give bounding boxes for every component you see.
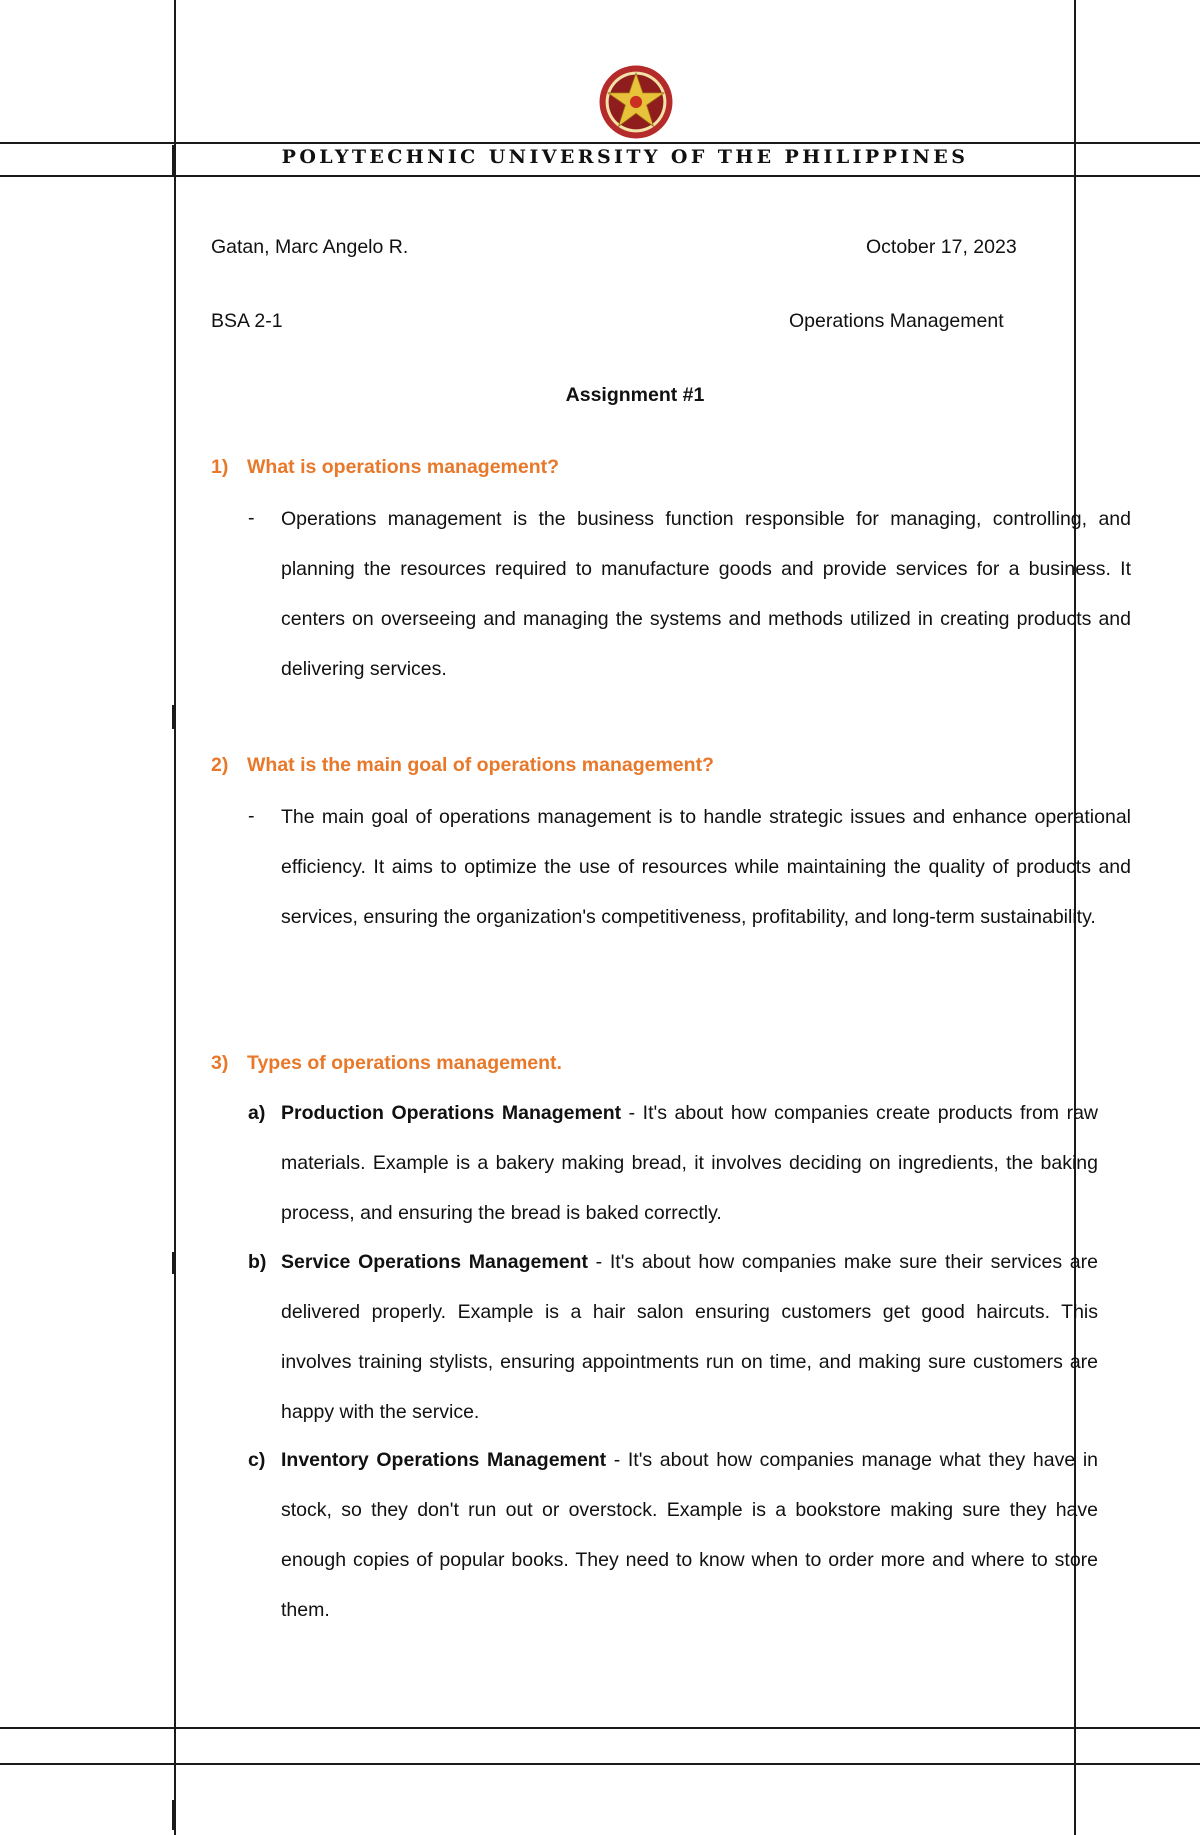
item-description: - It's about how companies create products from raw materials. Example is a bakery making bread, it involves deciding on ingredients, the baking process, and ensuring the bread is baked correctly. [281,1102,1098,1224]
header-bottom-rule [0,175,1200,177]
answer-1: Operations management is the business function responsible for managing, controlling, and planning the resources required to manufacture goods and provide services for a business. It centers on overseeing and managing the systems and methods utilized in creating products and delivering services. [281,508,1131,680]
type-item-inventory [248,1435,1098,1635]
item-marker: c) [248,1449,266,1471]
left-margin-rule [174,0,176,1835]
question-text: What is the main goal of operations management? [247,754,714,776]
submission-date: October 17, 2023 [866,236,1017,258]
answer-bullet: - [248,805,255,827]
margin-tick [172,1800,175,1830]
answer-2: The main goal of operations management is to handle strategic issues and enhance operational efficiency. It aims to optimize the use of resources while maintaining the quality of products and services, ensuring the organization's competitiveness, profitability, and long-term sustainability. [281,806,1131,928]
assignment-title: Assignment #1 [565,384,705,406]
footer-top-rule [0,1727,1200,1729]
answer-bullet: - [248,507,255,529]
question-text: What is operations management? [247,456,560,478]
item-marker: a) [248,1102,266,1124]
university-seal-icon [598,64,674,140]
question-1 [211,456,559,479]
question-2 [211,754,714,777]
section: BSA 2-1 [211,310,283,332]
question-number: 3) [211,1052,229,1074]
question-number: 1) [211,456,229,478]
item-term: Production Operations Management [281,1102,622,1124]
student-name: Gatan, Marc Angelo R. [211,236,409,258]
item-description: - It's about how companies manage what they have in stock, so they don't run out or overstock. Example is a bookstore making sure they have enough copies of popular books. They need to know when to order more and where to store them. [281,1449,1098,1621]
item-term: Service Operations Management [281,1251,588,1273]
university-name: POLYTECHNIC UNIVERSITY OF THE PHILIPPINES [281,146,969,168]
question-number: 2) [211,754,229,776]
course-name: Operations Management [789,310,1004,332]
margin-tick [172,1252,175,1274]
footer-bottom-rule [0,1763,1200,1765]
type-item-production [248,1088,1098,1238]
type-item-service [248,1237,1098,1437]
item-term: Inventory Operations Management [281,1449,607,1471]
margin-tick [172,705,175,729]
item-marker: b) [248,1251,267,1273]
question-text: Types of operations management. [247,1052,562,1074]
item-description: - It's about how companies make sure their services are delivered properly. Example is a hair salon ensuring customers get good haircuts. This involves training stylists, ensuring appointments run on time, and making sure customers are happy with the service. [281,1251,1098,1423]
header-top-rule [0,142,1200,144]
question-3 [211,1052,562,1075]
